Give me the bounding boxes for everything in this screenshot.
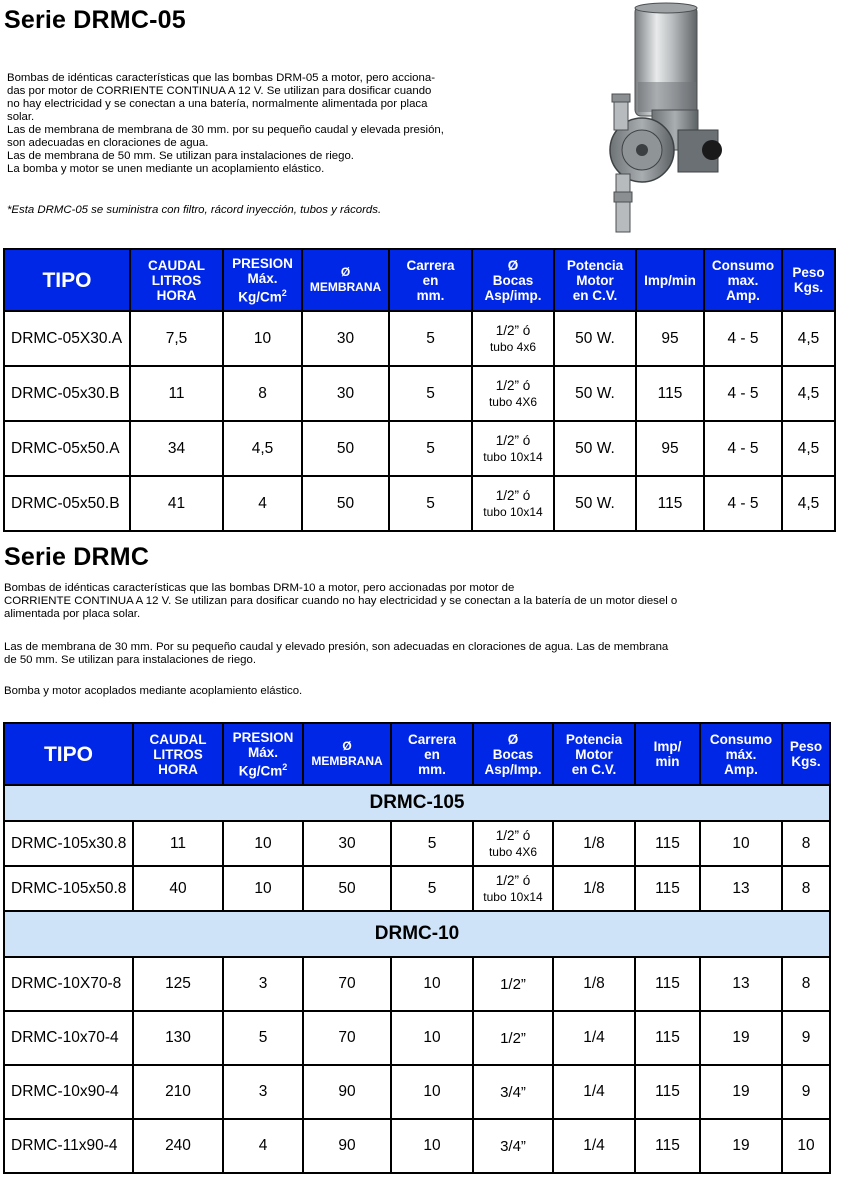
- header-potencia: Potencia Motor en C.V.: [553, 723, 635, 785]
- cell-presion: 8: [223, 366, 302, 421]
- cell-peso: 9: [782, 1011, 830, 1065]
- header-carrera: Carrera en mm.: [391, 723, 473, 785]
- cell-presion: 10: [223, 311, 302, 366]
- table-row: [4, 311, 835, 366]
- bocas-tube: tubo 4X6: [488, 844, 538, 859]
- cell-caudal: 130: [133, 1011, 223, 1065]
- header-imp: Imp/min: [636, 249, 704, 311]
- cell-imp: 115: [635, 1119, 700, 1173]
- table-row: [4, 1065, 830, 1119]
- cell-membrana: 30: [302, 311, 389, 366]
- cell-caudal: 125: [133, 957, 223, 1011]
- cell-membrana: 90: [303, 1119, 391, 1173]
- cell-bocas: [473, 1065, 553, 1119]
- cell-membrana: 30: [303, 821, 391, 866]
- cell-presion: 3: [223, 1065, 303, 1119]
- table-row: [4, 366, 835, 421]
- group-row: [4, 785, 830, 821]
- cell-caudal: 240: [133, 1119, 223, 1173]
- cell-consumo: 19: [700, 1119, 782, 1173]
- cell-potencia: 50 W.: [554, 476, 636, 531]
- cell-consumo: 4 - 5: [704, 421, 782, 476]
- cell-tipo: DRMC-05X30.A: [4, 311, 130, 366]
- cell-bocas: [472, 476, 554, 531]
- cell-bocas: [473, 1011, 553, 1065]
- cell-presion: 4: [223, 476, 302, 531]
- pump-motor-image: [590, 2, 740, 238]
- cell-presion: 5: [223, 1011, 303, 1065]
- cell-potencia: 50 W.: [554, 421, 636, 476]
- header-consumo: Consumo máx. Amp.: [700, 723, 782, 785]
- bocas-size: 1/2”: [500, 975, 526, 993]
- cell-peso: 4,5: [782, 421, 835, 476]
- cell-bocas: [473, 957, 553, 1011]
- cell-presion: 3: [223, 957, 303, 1011]
- cell-consumo: 13: [700, 957, 782, 1011]
- cell-carrera: 5: [389, 476, 472, 531]
- cell-consumo: 13: [700, 866, 782, 911]
- cell-bocas: [472, 421, 554, 476]
- bocas-tube: tubo 4x6: [489, 339, 537, 354]
- cell-tipo: DRMC-11x90-4: [4, 1119, 133, 1173]
- cell-peso: 4,5: [782, 311, 835, 366]
- cell-bocas: [473, 821, 553, 866]
- cell-consumo: 19: [700, 1011, 782, 1065]
- bocas-size: 1/2” ó: [495, 377, 531, 393]
- cell-peso: 10: [782, 1119, 830, 1173]
- section1-description: Bombas de idénticas características que las bombas DRM-05 a motor, pero acciona- das por motor de CORRIENTE CONTINUA A 12 V. Se utilizan para dosificar cuando no hay electricidad y se conectan a una batería, normalmente alimentada por placa solar. Las de membrana de membrana de 30 mm. por su pequeño caudal y elevada presión, son adecuadas en cloraciones de agua. Las de membrana de 50 mm. Se utilizan para instalaciones de riego. La bomba y motor se unen mediante un acoplamiento elástico.: [7, 72, 444, 175]
- cell-imp: 95: [636, 311, 704, 366]
- cell-caudal: 210: [133, 1065, 223, 1119]
- header-carrera: Carrera en mm.: [389, 249, 472, 311]
- cell-caudal: 11: [133, 821, 223, 866]
- group-label: DRMC-10: [4, 911, 830, 957]
- header-presion: PRESION Máx. Kg/Cm$^2$: [223, 723, 303, 785]
- section2-description-3: Bomba y motor acoplados mediante acoplamiento elástico.: [4, 685, 303, 697]
- cell-consumo: 4 - 5: [704, 366, 782, 421]
- cell-presion: 10: [223, 866, 303, 911]
- cell-membrana: 90: [303, 1065, 391, 1119]
- table-row: [4, 821, 830, 866]
- header-consumo: Consumo max. Amp.: [704, 249, 782, 311]
- cell-carrera: 5: [389, 366, 472, 421]
- cell-imp: 95: [636, 421, 704, 476]
- cell-carrera: 5: [391, 866, 473, 911]
- header-imp: Imp/ min: [635, 723, 700, 785]
- table-row: [4, 1119, 830, 1173]
- cell-imp: 115: [636, 366, 704, 421]
- cell-consumo: 4 - 5: [704, 476, 782, 531]
- cell-tipo: DRMC-10x90-4: [4, 1065, 133, 1119]
- cell-presion: 10: [223, 821, 303, 866]
- cell-potencia: 1/4: [553, 1065, 635, 1119]
- cell-carrera: 10: [391, 1119, 473, 1173]
- table-row: [4, 1011, 830, 1065]
- header-membrana: Ø MEMBRANA: [302, 249, 389, 311]
- cell-imp: 115: [635, 866, 700, 911]
- cell-carrera: 5: [389, 421, 472, 476]
- cell-carrera: 10: [391, 1011, 473, 1065]
- cell-caudal: 41: [130, 476, 223, 531]
- cell-caudal: 11: [130, 366, 223, 421]
- bocas-size: 1/2” ó: [495, 827, 531, 843]
- cell-potencia: 50 W.: [554, 366, 636, 421]
- cell-carrera: 5: [389, 311, 472, 366]
- header-presion: PRESION Máx. Kg/Cm$^2$: [223, 249, 302, 311]
- bocas-size: 1/2” ó: [495, 872, 531, 888]
- cell-membrana: 50: [303, 866, 391, 911]
- cell-tipo: DRMC-10x70-4: [4, 1011, 133, 1065]
- section2-title: Serie DRMC: [4, 543, 150, 571]
- cell-membrana: 70: [303, 957, 391, 1011]
- section1-note: *Esta DRMC-05 se suministra con filtro, rácord inyección, tubos y rácords.: [7, 204, 382, 216]
- cell-caudal: 40: [133, 866, 223, 911]
- bocas-size: 1/2” ó: [495, 322, 531, 338]
- cell-bocas: [473, 866, 553, 911]
- cell-caudal: 34: [130, 421, 223, 476]
- cell-tipo: DRMC-05x50.B: [4, 476, 130, 531]
- bocas-tube: tubo 4X6: [488, 394, 538, 409]
- cell-bocas: [472, 311, 554, 366]
- cell-membrana: 70: [303, 1011, 391, 1065]
- bocas-tube: tubo 10x14: [483, 504, 543, 519]
- cell-tipo: DRMC-05x50.A: [4, 421, 130, 476]
- cell-peso: 4,5: [782, 476, 835, 531]
- cell-tipo: DRMC-105x50.8: [4, 866, 133, 911]
- bocas-tube: tubo 10x14: [483, 889, 543, 904]
- cell-potencia: 1/4: [553, 1011, 635, 1065]
- group-label: DRMC-105: [4, 785, 830, 821]
- header-potencia: Potencia Motor en C.V.: [554, 249, 636, 311]
- bocas-size: 1/2”: [500, 1029, 526, 1047]
- cell-potencia: 1/4: [553, 1119, 635, 1173]
- cell-potencia: 50 W.: [554, 311, 636, 366]
- cell-tipo: DRMC-105x30.8: [4, 821, 133, 866]
- cell-consumo: 19: [700, 1065, 782, 1119]
- table-row: [4, 421, 835, 476]
- cell-peso: 8: [782, 821, 830, 866]
- bocas-size: 1/2” ó: [495, 432, 531, 448]
- cell-peso: 4,5: [782, 366, 835, 421]
- cell-membrana: 50: [302, 476, 389, 531]
- cell-membrana: 50: [302, 421, 389, 476]
- cell-tipo: DRMC-05x30.B: [4, 366, 130, 421]
- cell-imp: 115: [635, 957, 700, 1011]
- cell-bocas: [472, 366, 554, 421]
- bocas-size: 1/2” ó: [495, 487, 531, 503]
- header-caudal: CAUDAL LITROS HORA: [130, 249, 223, 311]
- header-membrana: Ø MEMBRANA: [303, 723, 391, 785]
- bocas-size: 3/4”: [500, 1083, 526, 1101]
- cell-carrera: 5: [391, 821, 473, 866]
- section2-description-2: Las de membrana de 30 mm. Por su pequeño caudal y elevado presión, son adecuadas en cloraciones de agua. Las de membrana de 50 mm. Se utilizan para instalaciones de riego.: [4, 641, 669, 666]
- header-peso: Peso Kgs.: [782, 249, 835, 311]
- table-row: [4, 957, 830, 1011]
- table-row: [4, 476, 835, 531]
- header-peso: Peso Kgs.: [782, 723, 830, 785]
- drmc-spec-table: [3, 722, 831, 1174]
- cell-consumo: 10: [700, 821, 782, 866]
- cell-carrera: 10: [391, 1065, 473, 1119]
- cell-peso: 8: [782, 957, 830, 1011]
- section2-description-1: Bombas de idénticas características que las bombas DRM-10 a motor, pero accionadas por motor de CORRIENTE CONTINUA A 12 V. Se utilizan para dosificar cuando no hay electricidad y se conectan a la batería de un motor diesel o alimentada por placa solar.: [4, 582, 678, 620]
- cell-imp: 115: [635, 1011, 700, 1065]
- section1-title: Serie DRMC-05: [4, 6, 186, 34]
- bocas-tube: tubo 10x14: [483, 449, 543, 464]
- cell-tipo: DRMC-10X70-8: [4, 957, 133, 1011]
- cell-imp: 115: [635, 1065, 700, 1119]
- cell-peso: 8: [782, 866, 830, 911]
- cell-bocas: [473, 1119, 553, 1173]
- cell-carrera: 10: [391, 957, 473, 1011]
- group-row: [4, 911, 830, 957]
- cell-potencia: 1/8: [553, 866, 635, 911]
- table-row: [4, 866, 830, 911]
- cell-peso: 9: [782, 1065, 830, 1119]
- cell-potencia: 1/8: [553, 957, 635, 1011]
- cell-imp: 115: [636, 476, 704, 531]
- cell-potencia: 1/8: [553, 821, 635, 866]
- cell-membrana: 30: [302, 366, 389, 421]
- cell-imp: 115: [635, 821, 700, 866]
- header-bocas: Ø Bocas Asp/Imp.: [473, 723, 553, 785]
- cell-consumo: 4 - 5: [704, 311, 782, 366]
- cell-presion: 4: [223, 1119, 303, 1173]
- cell-caudal: 7,5: [130, 311, 223, 366]
- header-caudal: CAUDAL LITROS HORA: [133, 723, 223, 785]
- cell-presion: 4,5: [223, 421, 302, 476]
- header-tipo: TIPO: [4, 249, 130, 311]
- header-tipo: TIPO: [4, 723, 133, 785]
- header-bocas: Ø Bocas Asp/imp.: [472, 249, 554, 311]
- bocas-size: 3/4”: [500, 1137, 526, 1155]
- drmc05-spec-table: [3, 248, 836, 532]
